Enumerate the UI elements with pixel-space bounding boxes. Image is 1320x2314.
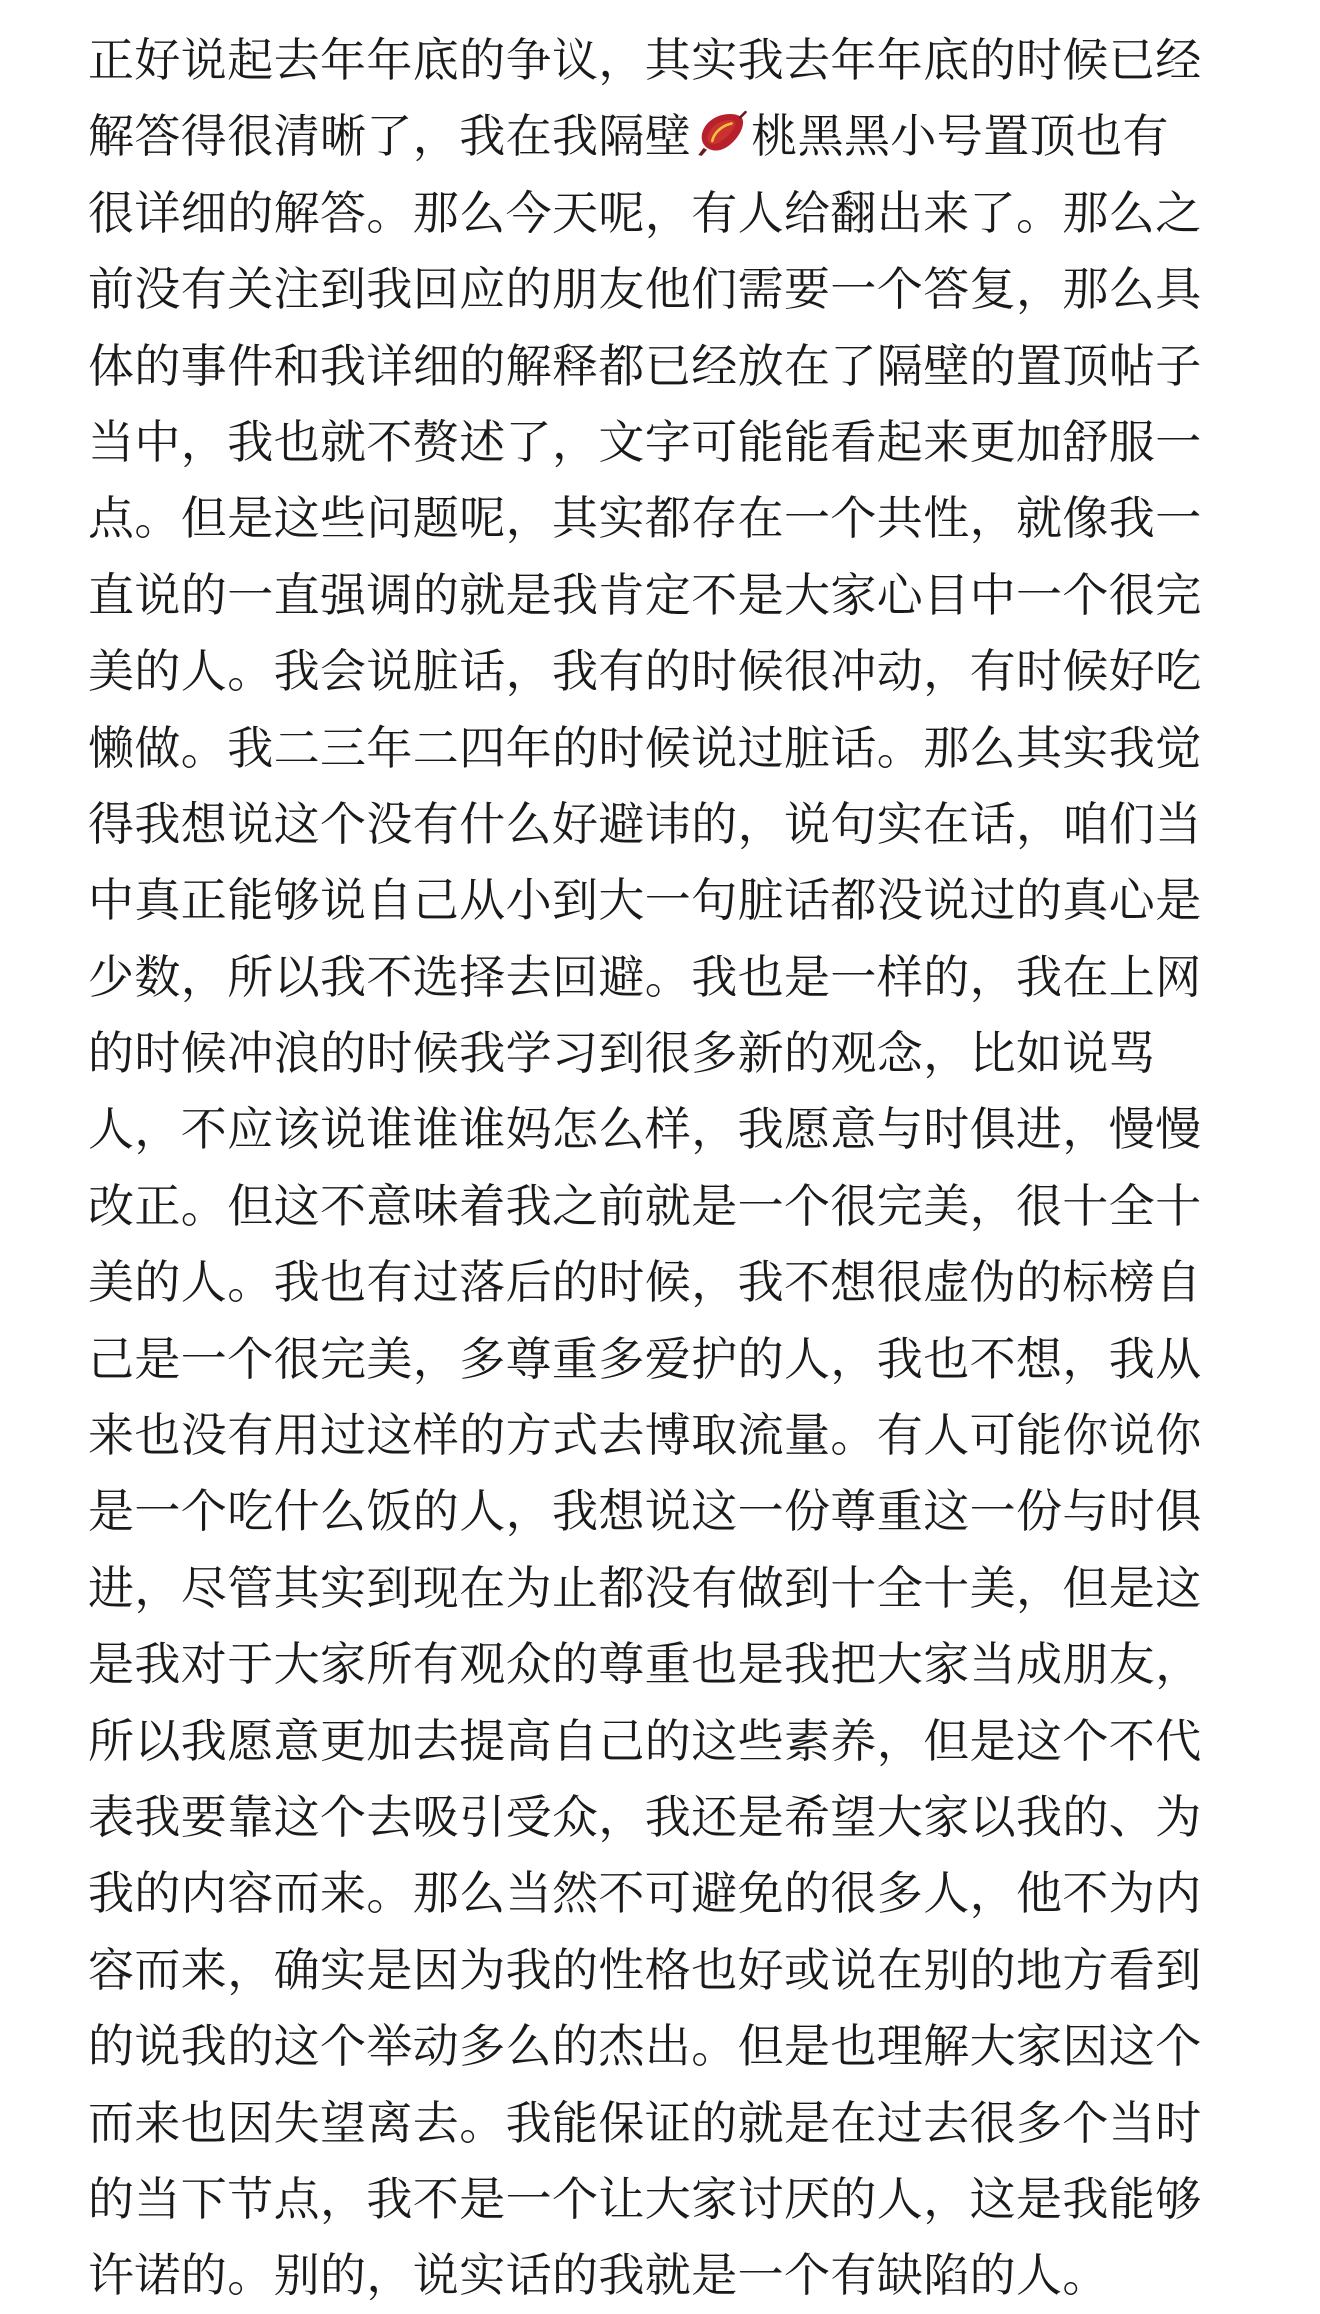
text-line-3: 很详细的解答。那么今天呢，有人给翻出来了。那么之 (88, 185, 1202, 240)
text-line-21: 进，尽管其实到现在为止都没有做到十全十美，但是这 (88, 1560, 1202, 1615)
text-line-24: 表我要靠这个去吸引受众，我还是希望大家以我的、为 (88, 1789, 1202, 1844)
text-line-8: 直说的一直强调的就是我肯定不是大家心目中一个很完 (88, 567, 1202, 622)
text-line-20: 是一个吃什么饭的人，我想说这一份尊重这一份与时俱 (88, 1484, 1202, 1539)
text-line-2-before-emoji: 解答得很清晰了，我在我隔壁 (88, 109, 692, 164)
text-line-2 (88, 98, 1248, 174)
text-line-9: 美的人。我会说脏话，我有的时候很冲动，有时候好吃 (88, 644, 1202, 699)
text-line-19: 来也没有用过这样的方式去博取流量。有人可能你说你 (88, 1408, 1202, 1463)
text-line-2-after-emoji: 桃黑黑小号置顶也有 (751, 109, 1169, 164)
text-line-14: 的时候冲浪的时候我学习到很多新的观念，比如说骂 (88, 1026, 1156, 1081)
text-line-23: 所以我愿意更加去提高自己的这些素养，但是这个不代 (88, 1713, 1202, 1768)
text-line-27: 的说我的这个举动多么的杰出。但是也理解大家因这个 (88, 2019, 1202, 2074)
text-line-26: 容而来，确实是因为我的性格也好或说在别的地方看到 (88, 1942, 1202, 1997)
text-line-11: 得我想说这个没有什么好避讳的，说句实在话，咱们当 (88, 796, 1202, 851)
text-line-30: 许诺的。别的，说实话的我就是一个有缺陷的人。 (88, 2248, 1109, 2303)
text-line-15: 人，不应该说谁谁谁妈怎么样，我愿意与时俱进，慢慢 (88, 1102, 1202, 1157)
text-line-25: 我的内容而来。那么当然不可避免的很多人，他不为内 (88, 1866, 1202, 1921)
text-line-22: 是我对于大家所有观众的尊重也是我把大家当成朋友， (88, 1637, 1202, 1692)
text-line-1: 正好说起去年年底的争议，其实我去年年底的时候已经 (88, 33, 1202, 87)
text-line-16: 改正。但这不意味着我之前就是一个很完美，很十全十 (88, 1178, 1202, 1233)
text-line-6: 当中，我也就不赘述了，文字可能能看起来更加舒服一 (88, 414, 1202, 469)
text-line-29: 的当下节点，我不是一个让大家讨厌的人，这是我能够 (88, 2171, 1202, 2226)
text-line-13: 少数，所以我不选择去回避。我也是一样的，我在上网 (88, 949, 1202, 1004)
text-line-10: 懒做。我二三年二四年的时候说过脏话。那么其实我觉 (88, 720, 1202, 775)
text-line-5: 体的事件和我详细的解释都已经放在了隔壁的置顶帖子 (88, 338, 1202, 393)
text-line-28: 而来也因失望离去。我能保证的就是在过去很多个当时 (88, 2095, 1202, 2150)
text-line-18: 己是一个很完美，多尊重多爱护的人，我也不想，我从 (88, 1331, 1202, 1386)
text-line-17: 美的人。我也有过落后的时候，我不想很虚伪的标榜自 (88, 1255, 1202, 1310)
text-line-12: 中真正能够说自己从小到大一句脏话都没说过的真心是 (88, 873, 1202, 928)
text-line-7: 点。但是这些问题呢，其实都存在一个共性，就像我一 (88, 491, 1202, 546)
post-body (88, 22, 1248, 2314)
text-line-4: 前没有关注到我回应的朋友他们需要一个答复，那么具 (88, 262, 1202, 317)
sweet-potato-icon (693, 106, 749, 162)
